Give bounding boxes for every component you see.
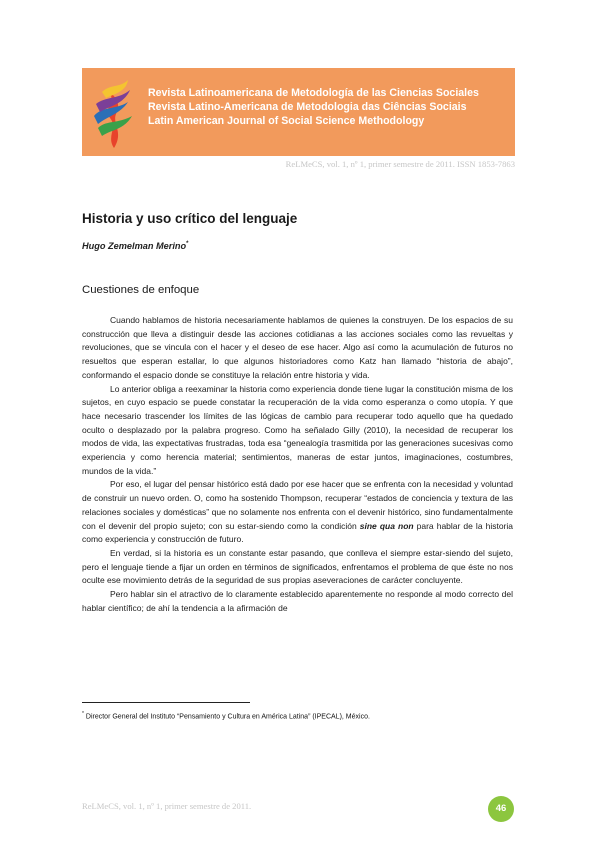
- journal-name-pt: Revista Latino-Americana de Metodologia das Ciências Sociais: [148, 101, 467, 113]
- footnote-mark: *: [82, 711, 84, 717]
- body-paragraph: Lo anterior obliga a reexaminar la historia como experiencia donde tiene lugar la constitución misma de los sujetos, en cuyo espacio se puede constatar la recuperación de la vida como esperanza o como utopía. Y que hace necesario trascender los límites de las lógicas de cambio para recuperar todo aquello que ha quedado oculto o desplazado por la palabra progreso. Como ha señalado Gilly (2010), la necesidad de recuperar los modos de vida, las expectativas frustradas, toda esa “genealogía trasmitida por las generaciones sucesivas como experiencia y como herencia material; sentimientos, maneras de estar juntos, imaginaciones, costumbres, mundos de la vida.”: [82, 383, 513, 476]
- article-title: Historia y uso crítico del lenguaje: [82, 211, 298, 226]
- journal-banner: [82, 68, 515, 156]
- footnote-text: Director General del Instituto “Pensamiento y Cultura en América Latina” (IPECAL), México.: [85, 713, 370, 721]
- author-line: [82, 241, 188, 251]
- header-citation: ReLMeCS, vol. 1, nº 1, primer semestre de 2011. ISSN 1853-7863: [285, 159, 515, 169]
- body-paragraph: Pero hablar sin el atractivo de lo claramente establecido aparentemente no responde al modo correcto del hablar científico; de ahí la tendencia a la afirmación de: [82, 589, 513, 613]
- section-heading: Cuestiones de enfoque: [82, 284, 200, 296]
- paragraph-text: Por eso, el lugar del pensar histórico está dado por ese hacer que se enfrenta con la necesidad y voluntad de construir un nuevo orden. O, como ha sostenido Thompson, recuperar “estados de conciencia y textura de las relaciones sociales y domésticas” que no solamente nos enfrenta con el devenir histórico, sino fundamentalmente con el devenir del propio sujeto; con su estar-siendo como la condición: [82, 479, 513, 531]
- journal-name-es: Revista Latinoamericana de Metodología de las Ciencias Sociales: [148, 87, 479, 99]
- footer-citation: ReLMeCS, vol. 1, nº 1, primer semestre de 2011.: [82, 801, 252, 811]
- article-body: [82, 314, 513, 615]
- body-paragraph: En verdad, si la historia es un constante estar pasando, que conlleva el siempre estar-siendo del sujeto, pero el lenguaje tiende a fijar un orden en términos de significados, enfrentamos el problema de que éste no nos oculte ese movimiento detrás de la seguridad de sus propias aseveraciones de carácter concluyente.: [82, 547, 513, 586]
- page-number-badge: 46: [488, 796, 514, 822]
- paragraph-text: para hablar de la historia como experiencia y construcción de futuro.: [82, 520, 514, 545]
- journal-name-en: Latin American Journal of Social Science Methodology: [148, 115, 425, 127]
- latin-phrase: sine qua non: [359, 520, 414, 531]
- footnote: [82, 711, 370, 720]
- footnote-divider: [82, 702, 250, 703]
- journal-names: [148, 86, 479, 128]
- author-name: Hugo Zemelman Merino: [82, 241, 187, 252]
- swirl-flame-logo-icon: [88, 76, 140, 150]
- author-note-mark: *: [186, 241, 189, 247]
- body-paragraph: Cuando hablamos de historia necesariamente hablamos de quienes la construyen. De los espacios de su construcción que lleva a distinguir desde las acciones cotidianas a las acciones sociales como las revueltas y revoluciones, que se vincula con el hacer y el deseo de ese hacer. Algo así como la acumulación de futuros no resueltos que esperan estallar, lo que algunos historiadores como Katz han llamado “historia de abajo”, conformando el espacio donde se constituye la relación entre historia y vida.: [82, 315, 513, 380]
- body-paragraph: [82, 478, 513, 547]
